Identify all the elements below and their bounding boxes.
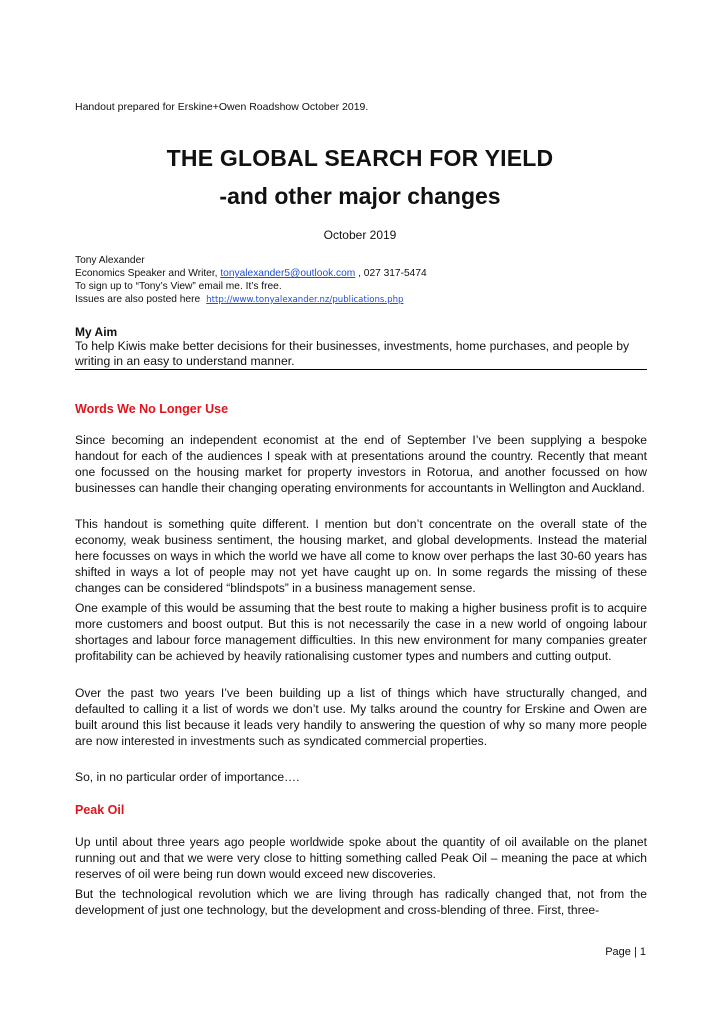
paragraph-3: One example of this would be assuming that the best route to making a higher business profit is to acquire more customers and boost output. But this is not necessarily the case in a new world of ongoing labour shortages and labour force management difficulties. In this new environment for many companies greater profitability can be achieved by heavily rationalising customer types and numbers and cutting output. — [75, 601, 647, 663]
paragraph-7: But the technological revolution which we are living through has radically changed that, not from the development of just one technology, but the development and cross-blending of three. First, three- — [75, 887, 647, 917]
document-subtitle: -and other major changes — [219, 183, 501, 209]
author-block — [75, 254, 427, 307]
words-heading: Words We No Longer Use — [75, 402, 229, 416]
author-email-link[interactable]: tonyalexander5@outlook.com — [220, 268, 356, 279]
paragraph-1: Since becoming an independent economist at the end of September I’ve been supplying a bespoke handout for each of the audiences I speak with at presentations around the country. Recently that meant one focussed on the housing market for property investors in Rotorua, and another focussed on how businesses can handle their changing operating environments for accountants in Wellington and Auckland. — [75, 433, 647, 495]
document-title: THE GLOBAL SEARCH FOR YIELD — [166, 145, 554, 171]
aim-heading: My Aim — [75, 325, 118, 339]
signup-note: To sign up to “Tony’s View” email me. It’s free. — [75, 281, 282, 292]
paragraph-6: Up until about three years ago people worldwide spoke about the quantity of oil available on the planet running out and that we were very close to hitting something called Peak Oil – meaning the pace at which reserves of oil were being run down would exceed new discoveries. — [75, 835, 647, 881]
paragraph-2: This handout is something quite different. I mention but don’t concentrate on the overall state of the economy, weak business sentiment, the housing market, and global developments. Instead the material here focusses on ways in which the world we have all come to know over perhaps the last 30-60 years has shifted in ways a lot of people may not yet have caught up on. In some regards the missing of these changes can be considered “blindspots” in a business management sense. — [75, 517, 647, 595]
aim-text: To help Kiwis make better decisions for their businesses, investments, home purchases, and people by writing in an easy to understand manner. — [75, 339, 630, 368]
handout-note: Handout prepared for Erskine+Owen Roadshow October 2019. — [75, 101, 369, 113]
document-date: October 2019 — [323, 228, 397, 242]
paragraph-4: Over the past two years I’ve been building up a list of things which have structurally changed, and defaulted to calling it a list of words we don’t use. My talks around the country for Erskine and Owen are built around this list because it leads very handily to answering the question of why so many more people are now interested in investments such as syndicated commercial properties. — [75, 686, 647, 748]
author-phone: , 027 317-5474 — [355, 268, 427, 279]
issues-url-link[interactable]: http://www.tonyalexander.nz/publications.php — [206, 295, 404, 305]
author-role: Economics Speaker and Writer, — [75, 268, 221, 279]
peak-oil-heading: Peak Oil — [75, 803, 125, 817]
author-contact — [75, 267, 427, 280]
page-number: Page | 1 — [605, 946, 646, 958]
paragraph-5: So, in no particular order of importance…. — [75, 770, 300, 784]
section-divider — [75, 369, 647, 370]
author-name: Tony Alexander — [75, 255, 145, 266]
issues-line — [75, 293, 427, 307]
issues-label: Issues are also posted here — [75, 294, 201, 305]
